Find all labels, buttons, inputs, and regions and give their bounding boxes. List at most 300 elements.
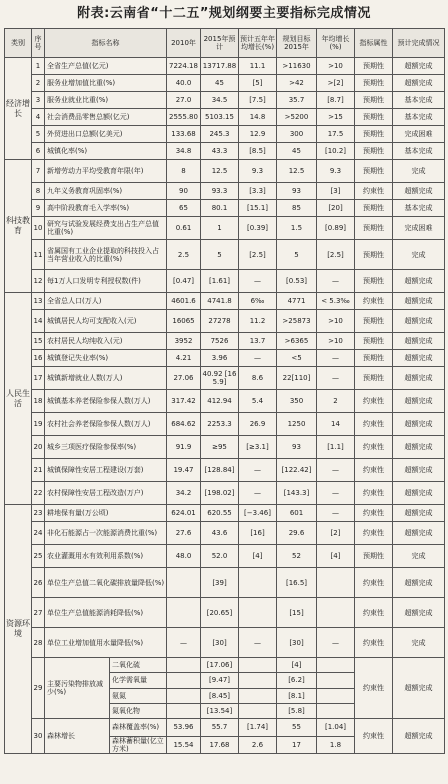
row-attr: 预期性: [355, 217, 393, 240]
row-plan: [6.2]: [277, 673, 317, 688]
row-no: 10: [32, 217, 45, 240]
row-growth: 13.7: [239, 333, 277, 350]
row-name: 城镇新增就业人数(万人): [45, 367, 167, 390]
row-status: 完成: [393, 545, 445, 568]
row-growth: —: [239, 459, 277, 482]
row-plan: 22[110]: [277, 367, 317, 390]
row-attr: 预期性: [355, 240, 393, 270]
indicator-table: [4, 28, 445, 754]
row-growth: 14.8: [239, 109, 277, 126]
table-row: [5, 598, 445, 628]
row-attr: 预期性: [355, 92, 393, 109]
row-growth: 9.3: [239, 160, 277, 183]
row-2010: 34.2: [167, 482, 201, 505]
row-plan: 300: [277, 126, 317, 143]
row-name: 全省生产总值(亿元): [45, 58, 167, 75]
row-2010: 2.5: [167, 240, 201, 270]
category-people: 人民生活: [5, 293, 32, 505]
row-2015: [9.47]: [201, 673, 239, 688]
row-status: 超额完成: [393, 522, 445, 545]
row-2015: 3.96: [201, 350, 239, 367]
row-plan: [0.53]: [277, 270, 317, 293]
row-growth: [7.5]: [239, 92, 277, 109]
row-status: 超额完成: [393, 293, 445, 310]
row-no: 20: [32, 436, 45, 459]
row-growth: [239, 688, 277, 703]
row-name: [45, 719, 167, 754]
category-tech: 科技教育: [5, 160, 32, 293]
row-2015: 245.3: [201, 126, 239, 143]
row-status: 超额完成: [393, 505, 445, 522]
row-status: 超额完成: [393, 459, 445, 482]
row-attr: 预期性: [355, 350, 393, 367]
row-plan-growth: [2]: [317, 522, 355, 545]
row-plan-growth: —: [317, 628, 355, 658]
row-plan-growth: [317, 703, 355, 718]
row-2015: 45: [201, 75, 239, 92]
row-2010: 27.6: [167, 522, 201, 545]
row-attr: 预期性: [355, 200, 393, 217]
row-no: 30: [32, 719, 45, 754]
row-plan: [122.42]: [277, 459, 317, 482]
row-plan-growth: [317, 688, 355, 703]
row-name: 耕地保有量(万公顷): [45, 505, 167, 522]
row-name: 全省总人口(万人): [45, 293, 167, 310]
forest-label: 森林增长: [45, 719, 110, 753]
table-row: [5, 459, 445, 482]
row-growth: [≥3.1]: [239, 436, 277, 459]
row-plan: 35.7: [277, 92, 317, 109]
row-plan: [15]: [277, 598, 317, 628]
row-plan: [8.1]: [277, 688, 317, 703]
row-status: 超额完成: [393, 333, 445, 350]
row-2010: 90: [167, 183, 201, 200]
row-attr: 约束性: [355, 459, 393, 482]
row-growth: 26.9: [239, 413, 277, 436]
row-2015: ≥95: [201, 436, 239, 459]
row-2010: 0.61: [167, 217, 201, 240]
table-row: [5, 390, 445, 413]
row-2010: 4.21: [167, 350, 201, 367]
row-growth: [239, 703, 277, 718]
row-growth: [8.5]: [239, 143, 277, 160]
pollutant-sub-name: 二氧化硫: [110, 658, 166, 673]
row-name: 农村居民人均纯收入(元): [45, 333, 167, 350]
row-attr: 预期性: [355, 333, 393, 350]
row-growth: [4]: [239, 545, 277, 568]
row-2010: 48.0: [167, 545, 201, 568]
row-no: 5: [32, 126, 45, 143]
row-no: 12: [32, 270, 45, 293]
row-plan-growth: [10.2]: [317, 143, 355, 160]
row-2015: 2253.3: [201, 413, 239, 436]
row-attr: 预期性: [355, 109, 393, 126]
row-2010: 15.54: [167, 736, 201, 754]
row-2010: 16065: [167, 310, 201, 333]
row-no: 27: [32, 598, 45, 628]
table-row: [5, 270, 445, 293]
row-plan-growth: [317, 568, 355, 598]
table-row: [5, 350, 445, 367]
row-name: 农业灌溉用水有效利用系数(%): [45, 545, 167, 568]
row-name: 城镇基本养老保险参保人数(万人): [45, 390, 167, 413]
row-name: 单位生产总值能源消耗降低(%): [45, 598, 167, 628]
row-no: 3: [32, 92, 45, 109]
row-plan: [30]: [277, 628, 317, 658]
table-row: [5, 109, 445, 126]
row-no: 15: [32, 333, 45, 350]
table-row: [5, 436, 445, 459]
row-status: 基本完成: [393, 200, 445, 217]
row-2015: 43.3: [201, 143, 239, 160]
row-status: 完成困难: [393, 217, 445, 240]
row-attr: 约束性: [355, 436, 393, 459]
row-plan: >5200: [277, 109, 317, 126]
row-plan-growth: —: [317, 350, 355, 367]
row-2015: 1: [201, 217, 239, 240]
row-plan: <5: [277, 350, 317, 367]
row-status: 基本完成: [393, 92, 445, 109]
row-2015: 13717.88: [201, 58, 239, 75]
row-2010: 27.0: [167, 92, 201, 109]
row-2010: [167, 658, 201, 673]
row-2015: 80.1: [201, 200, 239, 217]
table-row: [5, 240, 445, 270]
row-attr: 预期性: [355, 310, 393, 333]
row-no: 16: [32, 350, 45, 367]
row-2015: 12.5: [201, 160, 239, 183]
header-2010: 2010年: [167, 29, 201, 58]
row-2010: 2555.80: [167, 109, 201, 126]
row-no: 14: [32, 310, 45, 333]
row-plan-growth: [3]: [317, 183, 355, 200]
table-row: [5, 522, 445, 545]
row-plan: >42: [277, 75, 317, 92]
row-growth: 6‰: [239, 293, 277, 310]
row-plan: 93: [277, 436, 317, 459]
row-name: 每1万人口发明专利授权数(件): [45, 270, 167, 293]
row-no: 11: [32, 240, 45, 270]
row-growth: [15.1]: [239, 200, 277, 217]
row-attr: 预期性: [355, 75, 393, 92]
table-row: [5, 75, 445, 92]
row-status: 超额完成: [393, 58, 445, 75]
row-2010: [167, 568, 201, 598]
row-attr: 约束性: [355, 719, 393, 754]
row-2010: 8: [167, 160, 201, 183]
row-growth: [0.39]: [239, 217, 277, 240]
header-plan-growth: 年均增长(%): [317, 29, 355, 58]
row-2010: 27.06: [167, 367, 201, 390]
row-attr: 约束性: [355, 183, 393, 200]
row-name: 城镇居民人均可支配收入(元): [45, 310, 167, 333]
row-plan-growth: >[2]: [317, 75, 355, 92]
row-2010: 19.47: [167, 459, 201, 482]
row-status: 超额完成: [393, 310, 445, 333]
row-attr: 约束性: [355, 505, 393, 522]
header-name: 指标名称: [45, 29, 167, 58]
document-title: 附表:云南省“十二五”规划纲要主要指标完成情况: [77, 6, 371, 21]
row-name: 新增劳动力平均受教育年限(年): [45, 160, 167, 183]
row-plan-growth: —: [317, 482, 355, 505]
table-row: [5, 658, 445, 673]
row-2010: [0.47]: [167, 270, 201, 293]
table-row: [5, 126, 445, 143]
row-name: 城镇登记失业率(%): [45, 350, 167, 367]
table-row: [5, 92, 445, 109]
row-2015: 5: [201, 240, 239, 270]
row-attr: 约束性: [355, 658, 393, 719]
row-status: 基本完成: [393, 109, 445, 126]
row-plan-growth: —: [317, 459, 355, 482]
row-status: 超额完成: [393, 390, 445, 413]
table-row: [5, 367, 445, 390]
row-plan-growth: >10: [317, 310, 355, 333]
row-2010: [167, 703, 201, 718]
row-plan-growth: [2.5]: [317, 240, 355, 270]
header-category: 类别: [5, 29, 32, 58]
row-2010: 40.0: [167, 75, 201, 92]
row-2015: [17.06]: [201, 658, 239, 673]
row-plan-growth: 17.5: [317, 126, 355, 143]
row-status: 基本完成: [393, 143, 445, 160]
row-2015: [198.02]: [201, 482, 239, 505]
row-growth: [3.3]: [239, 183, 277, 200]
row-plan: [16.5]: [277, 568, 317, 598]
table-row: [5, 58, 445, 75]
row-no: 22: [32, 482, 45, 505]
pollutant-sub-name: 化学需氧量: [110, 673, 166, 688]
row-status: 超额完成: [393, 183, 445, 200]
row-attr: 约束性: [355, 390, 393, 413]
header-growth: 预计五年年均增长(%): [239, 29, 277, 58]
row-name: 单位工业增加值用水量降低(%): [45, 628, 167, 658]
forest-sub-name: 森林覆盖率(%): [110, 719, 166, 737]
row-growth: 11.2: [239, 310, 277, 333]
table-row: [5, 183, 445, 200]
header-plan: [277, 29, 317, 58]
row-2010: —: [167, 628, 201, 658]
row-plan: 29.6: [277, 522, 317, 545]
row-no: 23: [32, 505, 45, 522]
row-name: 服务业增加值比重(%): [45, 75, 167, 92]
row-plan: 12.5: [277, 160, 317, 183]
row-2010: 3952: [167, 333, 201, 350]
category-resource: 资源环境: [5, 505, 32, 754]
row-status: 超额完成: [393, 413, 445, 436]
row-name: 省属国有工业企业提取的科技投入占当年营业收入的比重(%): [45, 240, 167, 270]
table-row: [5, 217, 445, 240]
row-name: 外贸进出口总额(亿美元): [45, 126, 167, 143]
row-attr: 约束性: [355, 482, 393, 505]
row-name: 高中阶段教育毛入学率(%): [45, 200, 167, 217]
row-2015: [39]: [201, 568, 239, 598]
row-attr: 约束性: [355, 293, 393, 310]
row-2015: 5103.15: [201, 109, 239, 126]
row-2015: 34.5: [201, 92, 239, 109]
row-status: 超额完成: [393, 350, 445, 367]
row-plan: 45: [277, 143, 317, 160]
row-plan-growth: [20]: [317, 200, 355, 217]
row-2015: [13.54]: [201, 703, 239, 718]
header-attr: 指标属性: [355, 29, 393, 58]
row-plan-growth: 1.8: [317, 736, 355, 754]
row-status: 超额完成: [393, 598, 445, 628]
row-no: 1: [32, 58, 45, 75]
row-growth: 12.9: [239, 126, 277, 143]
row-growth: —: [239, 482, 277, 505]
table-row: [5, 628, 445, 658]
row-growth: [239, 598, 277, 628]
table-row: [5, 568, 445, 598]
row-status: 超额完成: [393, 75, 445, 92]
row-growth: [239, 568, 277, 598]
row-growth: 8.6: [239, 367, 277, 390]
row-growth: [−3.46]: [239, 505, 277, 522]
row-plan-growth: —: [317, 367, 355, 390]
row-name: 城乡三项医疗保险参保率(%): [45, 436, 167, 459]
row-status: 超额完成: [393, 436, 445, 459]
row-2010: [167, 598, 201, 628]
row-plan: 1.5: [277, 217, 317, 240]
pollutant-sub-name: 氮氧化物: [112, 706, 140, 715]
row-2010: 317.42: [167, 390, 201, 413]
row-attr: 预期性: [355, 545, 393, 568]
row-2015: [1.61]: [201, 270, 239, 293]
row-2010: 65: [167, 200, 201, 217]
table-row: [5, 719, 445, 737]
row-plan-growth: >10: [317, 333, 355, 350]
row-no: 8: [32, 183, 45, 200]
row-attr: 预期性: [355, 143, 393, 160]
row-no: 21: [32, 459, 45, 482]
row-2015: 55.7: [201, 719, 239, 737]
row-plan: 4771: [277, 293, 317, 310]
row-2015: 17.68: [201, 736, 239, 754]
row-no: 29: [32, 658, 45, 719]
row-name: 研究与试验发展经费支出占生产总值比重(%): [45, 217, 167, 240]
row-no: 19: [32, 413, 45, 436]
row-2015: 412.94: [201, 390, 239, 413]
category-econ: 经济增长: [5, 58, 32, 160]
row-growth: [1.74]: [239, 719, 277, 737]
row-plan: >11630: [277, 58, 317, 75]
row-2015: 43.6: [201, 522, 239, 545]
row-status: 超额完成: [393, 482, 445, 505]
row-2010: 4601.6: [167, 293, 201, 310]
row-status: 完成: [393, 240, 445, 270]
row-2015: 40.92 [165.9]: [201, 367, 239, 390]
row-2015: 27278: [201, 310, 239, 333]
row-status: 超额完成: [393, 367, 445, 390]
row-attr: 预期性: [355, 58, 393, 75]
row-name: [45, 658, 167, 719]
row-growth: [239, 673, 277, 688]
row-growth: 11.1: [239, 58, 277, 75]
row-growth: [2.5]: [239, 240, 277, 270]
row-attr: 约束性: [355, 522, 393, 545]
row-plan: 85: [277, 200, 317, 217]
row-growth: —: [239, 628, 277, 658]
row-2010: 91.9: [167, 436, 201, 459]
row-plan-growth: [8.7]: [317, 92, 355, 109]
row-plan-growth: [317, 658, 355, 673]
table-row: [5, 333, 445, 350]
row-no: 9: [32, 200, 45, 217]
pollutant-sub-name: 氨氮: [110, 689, 166, 704]
row-growth: [5]: [239, 75, 277, 92]
table-row: [5, 545, 445, 568]
row-no: 17: [32, 367, 45, 390]
row-no: 24: [32, 522, 45, 545]
row-plan: 1250: [277, 413, 317, 436]
row-growth: 5.4: [239, 390, 277, 413]
header-plan-group: 规划目标: [282, 35, 311, 43]
row-2010: 53.96: [167, 719, 201, 737]
row-plan: 55: [277, 719, 317, 737]
table-row: [5, 200, 445, 217]
row-plan: 601: [277, 505, 317, 522]
row-plan-growth: >10: [317, 58, 355, 75]
row-2015: [20.65]: [201, 598, 239, 628]
table-row: [5, 505, 445, 522]
row-no: 28: [32, 628, 45, 658]
table-row: [5, 482, 445, 505]
row-no: 2: [32, 75, 45, 92]
row-plan: [4]: [277, 658, 317, 673]
row-plan-growth: 2: [317, 390, 355, 413]
row-plan: 350: [277, 390, 317, 413]
row-growth: 2.6: [239, 736, 277, 754]
row-status: 超额完成: [393, 658, 445, 719]
row-plan-growth: 14: [317, 413, 355, 436]
row-2010: [167, 688, 201, 703]
header-status: 预计完成情况: [393, 29, 445, 58]
row-2010: [167, 673, 201, 688]
row-plan-growth: [1.1]: [317, 436, 355, 459]
header-plan-2015: 2015年: [284, 43, 309, 51]
row-plan: [5.8]: [277, 703, 317, 718]
row-no: 6: [32, 143, 45, 160]
row-2010: 7224.18: [167, 58, 201, 75]
table-row: [5, 160, 445, 183]
row-name: 单位生产总值二氧化碳排放量降低(%): [45, 568, 167, 598]
row-status: 超额完成: [393, 719, 445, 754]
row-growth: [16]: [239, 522, 277, 545]
row-plan: >25873: [277, 310, 317, 333]
row-2015: [30]: [201, 628, 239, 658]
table-row: [5, 413, 445, 436]
row-name: 农村保障性安居工程改造(万户): [45, 482, 167, 505]
row-attr: 预期性: [355, 160, 393, 183]
row-plan-growth: —: [317, 270, 355, 293]
row-status: 完成: [393, 160, 445, 183]
row-growth: [239, 658, 277, 673]
row-no: 26: [32, 568, 45, 598]
row-plan-growth: [1.04]: [317, 719, 355, 737]
row-status: 超额完成: [393, 270, 445, 293]
row-plan-growth: < 5.3‰: [317, 293, 355, 310]
table-row: [5, 310, 445, 333]
table-row: [5, 293, 445, 310]
header-2015: 2015年预计: [201, 29, 239, 58]
row-no: 7: [32, 160, 45, 183]
row-2015: [128.84]: [201, 459, 239, 482]
row-plan-growth: [317, 673, 355, 688]
row-name: 社会消费品零售总额(亿元): [45, 109, 167, 126]
row-plan: 17: [277, 736, 317, 754]
row-plan: >6365: [277, 333, 317, 350]
